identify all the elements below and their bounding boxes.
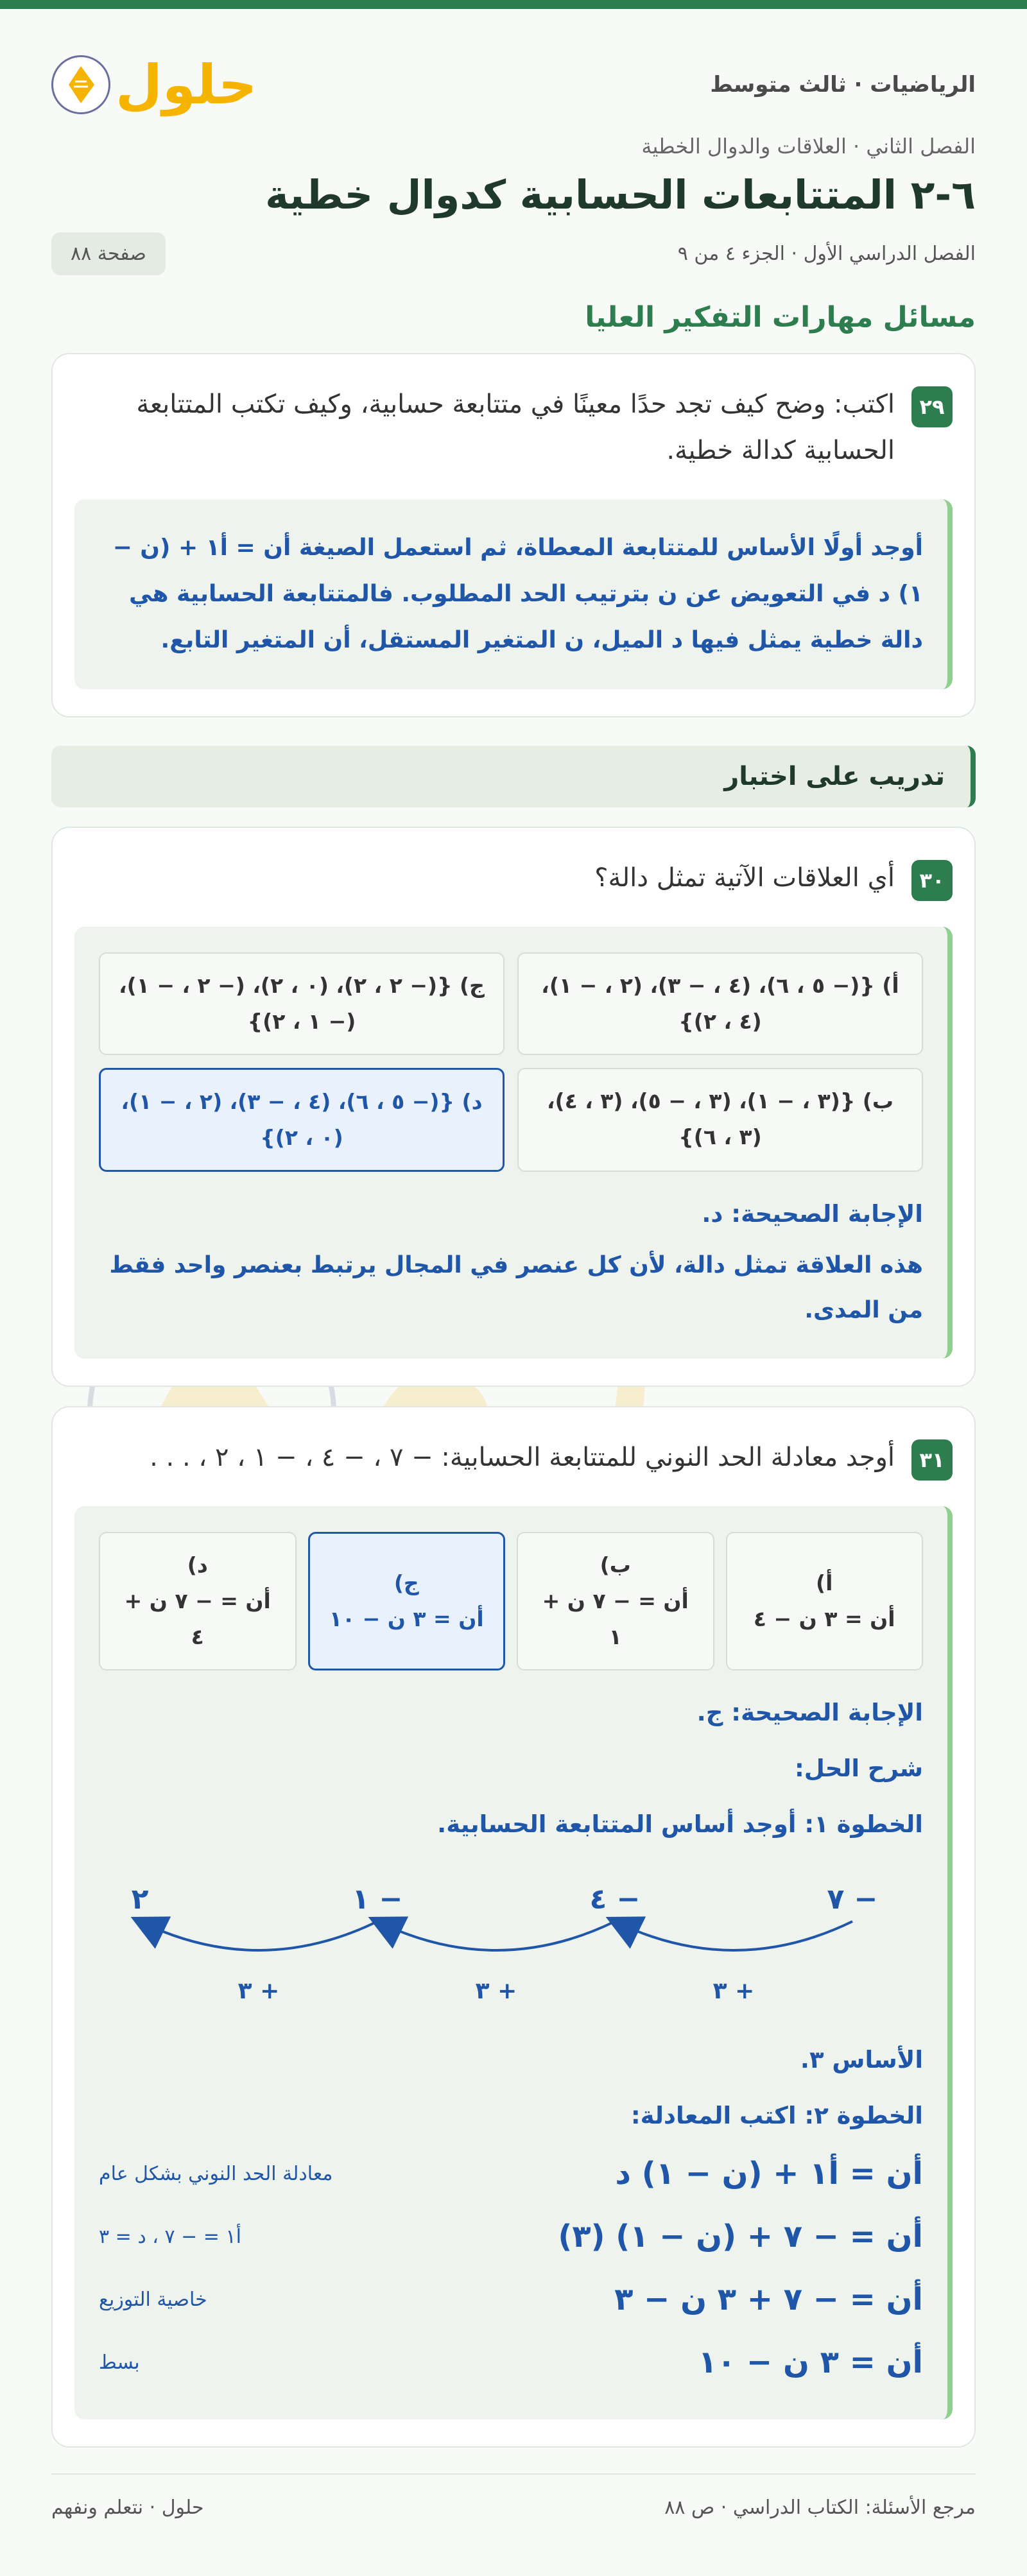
page-footer [51, 2473, 976, 2519]
lesson-meta: الفصل الدراسي الأول · الجزء ٤ من ٩ [677, 243, 976, 265]
sequence-term-1: − ٧ [827, 1883, 878, 1916]
option-d-selected[interactable]: د) {(− ٥ ، ٦)، (٤ ، − ٣)، (٢ ، − ١)، (٠ ، ٢)} [99, 1068, 505, 1172]
option-letter: د) [187, 1552, 208, 1577]
solution-label: شرح الحل: [794, 1755, 923, 1782]
option-a[interactable] [726, 1532, 924, 1670]
option-a[interactable]: أ) {(− ٥ ، ٦)، (٤ ، − ٣)، (٢ ، − ١)، (٤ ، ٢)} [517, 952, 923, 1055]
logo-emblem-icon [51, 55, 110, 114]
equation-row [99, 2205, 923, 2268]
option-b[interactable]: ب) {(٣ ، − ١)، (٣ ، − ٥)، (٣ ، ٤)، (٣ ، ٦)} [517, 1068, 923, 1172]
equation-note: معادلة الحد النوني بشكل عام [99, 2162, 333, 2185]
equation-row [99, 2268, 923, 2331]
options-grid [99, 952, 923, 1172]
equation: أن = أ١ + (ن − ١) د [615, 2156, 923, 2192]
question-card-30 [51, 827, 976, 1387]
question-number: ٢٩ [911, 386, 953, 427]
equation: أن = − ٧ + ٣ ن − ٣ [614, 2281, 923, 2317]
option-c-selected[interactable] [308, 1532, 506, 1670]
equation-note: خاصية التوزيع [99, 2288, 207, 2311]
question-text: أي العلاقات الآتية تمثل دالة؟ [594, 863, 895, 893]
equation: أن = − ٧ + (ن − ١) (٣) [558, 2219, 923, 2254]
chapter-breadcrumb: الفصل الثاني · العلاقات والدوال الخطية [641, 134, 976, 159]
section-heading: مسائل مهارات التفكير العليا [585, 301, 976, 334]
difference-label-2: + ٣ [475, 1978, 517, 2004]
equation-note: بسط [99, 2351, 140, 2374]
correct-answer: الإجابة الصحيحة: ج. [696, 1699, 923, 1726]
step-two: الخطوة ٢: اكتب المعادلة: [630, 2102, 923, 2129]
practice-heading: تدريب على اختبار [51, 746, 976, 807]
option-formula: أن = − ٧ ن + ٤ [124, 1588, 271, 1649]
sequence-arrow-1 [615, 1921, 852, 1950]
lesson-title: ٦-٢ المتتابعات الحسابية كدوال خطية [265, 171, 976, 218]
option-formula: أن = ٣ ن − ٤ [753, 1606, 895, 1631]
question-card-31 [51, 1406, 976, 2448]
option-b[interactable] [517, 1532, 714, 1670]
option-c[interactable]: ج) {(− ٢ ، ٢)، (٠ ، ٢)، (− ٢ ، − ١)، (− ١ ، ٢)} [99, 952, 505, 1055]
answer-box [74, 1506, 953, 2419]
option-letter: ج) [393, 1570, 419, 1595]
equation: أن = ٣ ن − ١٠ [698, 2344, 923, 2380]
equation-row [99, 2331, 923, 2394]
equation-row [99, 2142, 923, 2205]
option-d[interactable] [99, 1532, 297, 1670]
equation-note: أ١ = − ٧ ، د = ٣ [99, 2225, 241, 2248]
common-difference: الأساس ٣. [800, 2046, 923, 2074]
option-formula: أن = ٣ ن − ١٠ [329, 1606, 484, 1631]
options-row [99, 1532, 923, 1670]
footer-reference: مرجع الأسئلة: الكتاب الدراسي · ص ٨٨ [664, 2496, 976, 2519]
answer-box [74, 927, 953, 1359]
sequence-arrow-2 [377, 1921, 615, 1950]
correct-answer: الإجابة الصحيحة: د. [702, 1200, 923, 1228]
answer-explanation: هذه العلاقة تمثل دالة، لأن كل عنصر في المجال يرتبط بعنصر واحد فقط من المدى. [109, 1252, 923, 1323]
answer-text: أوجد أولًا الأساس للمتتابعة المعطاة، ثم استعمل الصيغة أن = أ١ + (ن − ١) د في التعويض عن ن بترتيب الحد المطلوب. فالمتتابعة الحسابية هي دالة خطية يمثل فيها د الميل، ن المتغير المستقل، أن المتغير التابع. [112, 535, 923, 653]
page-badge: صفحة ٨٨ [51, 232, 166, 275]
sequence-arrow-3 [140, 1921, 377, 1950]
brand-logo[interactable] [51, 53, 257, 116]
sequence-term-3: − ١ [352, 1883, 403, 1916]
subject-label: الرياضيات · ثالث متوسط [710, 71, 976, 98]
top-accent-bar [0, 0, 1027, 9]
option-letter: أ) [816, 1570, 833, 1595]
sequence-term-4: ٢ [131, 1883, 149, 1916]
difference-label-3: + ٣ [237, 1978, 280, 2004]
answer-box [74, 499, 953, 689]
question-number: ٣٠ [911, 860, 953, 901]
page-header [51, 9, 976, 147]
question-text: اكتب: وضح كيف تجد حدًا معينًا في متتابعة حسابية، وكيف تكتب المتتابعة الحسابية كدالة خطية. [136, 390, 895, 465]
difference-label-1: + ٣ [712, 1978, 755, 2004]
logo-wordmark: حلول [116, 53, 257, 116]
sequence-term-2: − ٤ [589, 1883, 641, 1916]
question-number: ٣١ [911, 1439, 953, 1481]
question-card-29 [51, 353, 976, 717]
option-formula: أن = − ٧ ن + ١ [542, 1588, 689, 1649]
question-text: أوجد معادلة الحد النوني للمتتابعة الحسابية: − ٧ ، − ٤ ، − ١ ، ٢ ، . . . [150, 1443, 895, 1472]
option-letter: ب) [600, 1552, 631, 1577]
step-one: الخطوة ١: أوجد أساس المتتابعة الحسابية. [437, 1810, 923, 1838]
footer-tagline: حلول · نتعلم ونفهم [51, 2496, 204, 2519]
sequence-diagram [89, 1864, 923, 2018]
